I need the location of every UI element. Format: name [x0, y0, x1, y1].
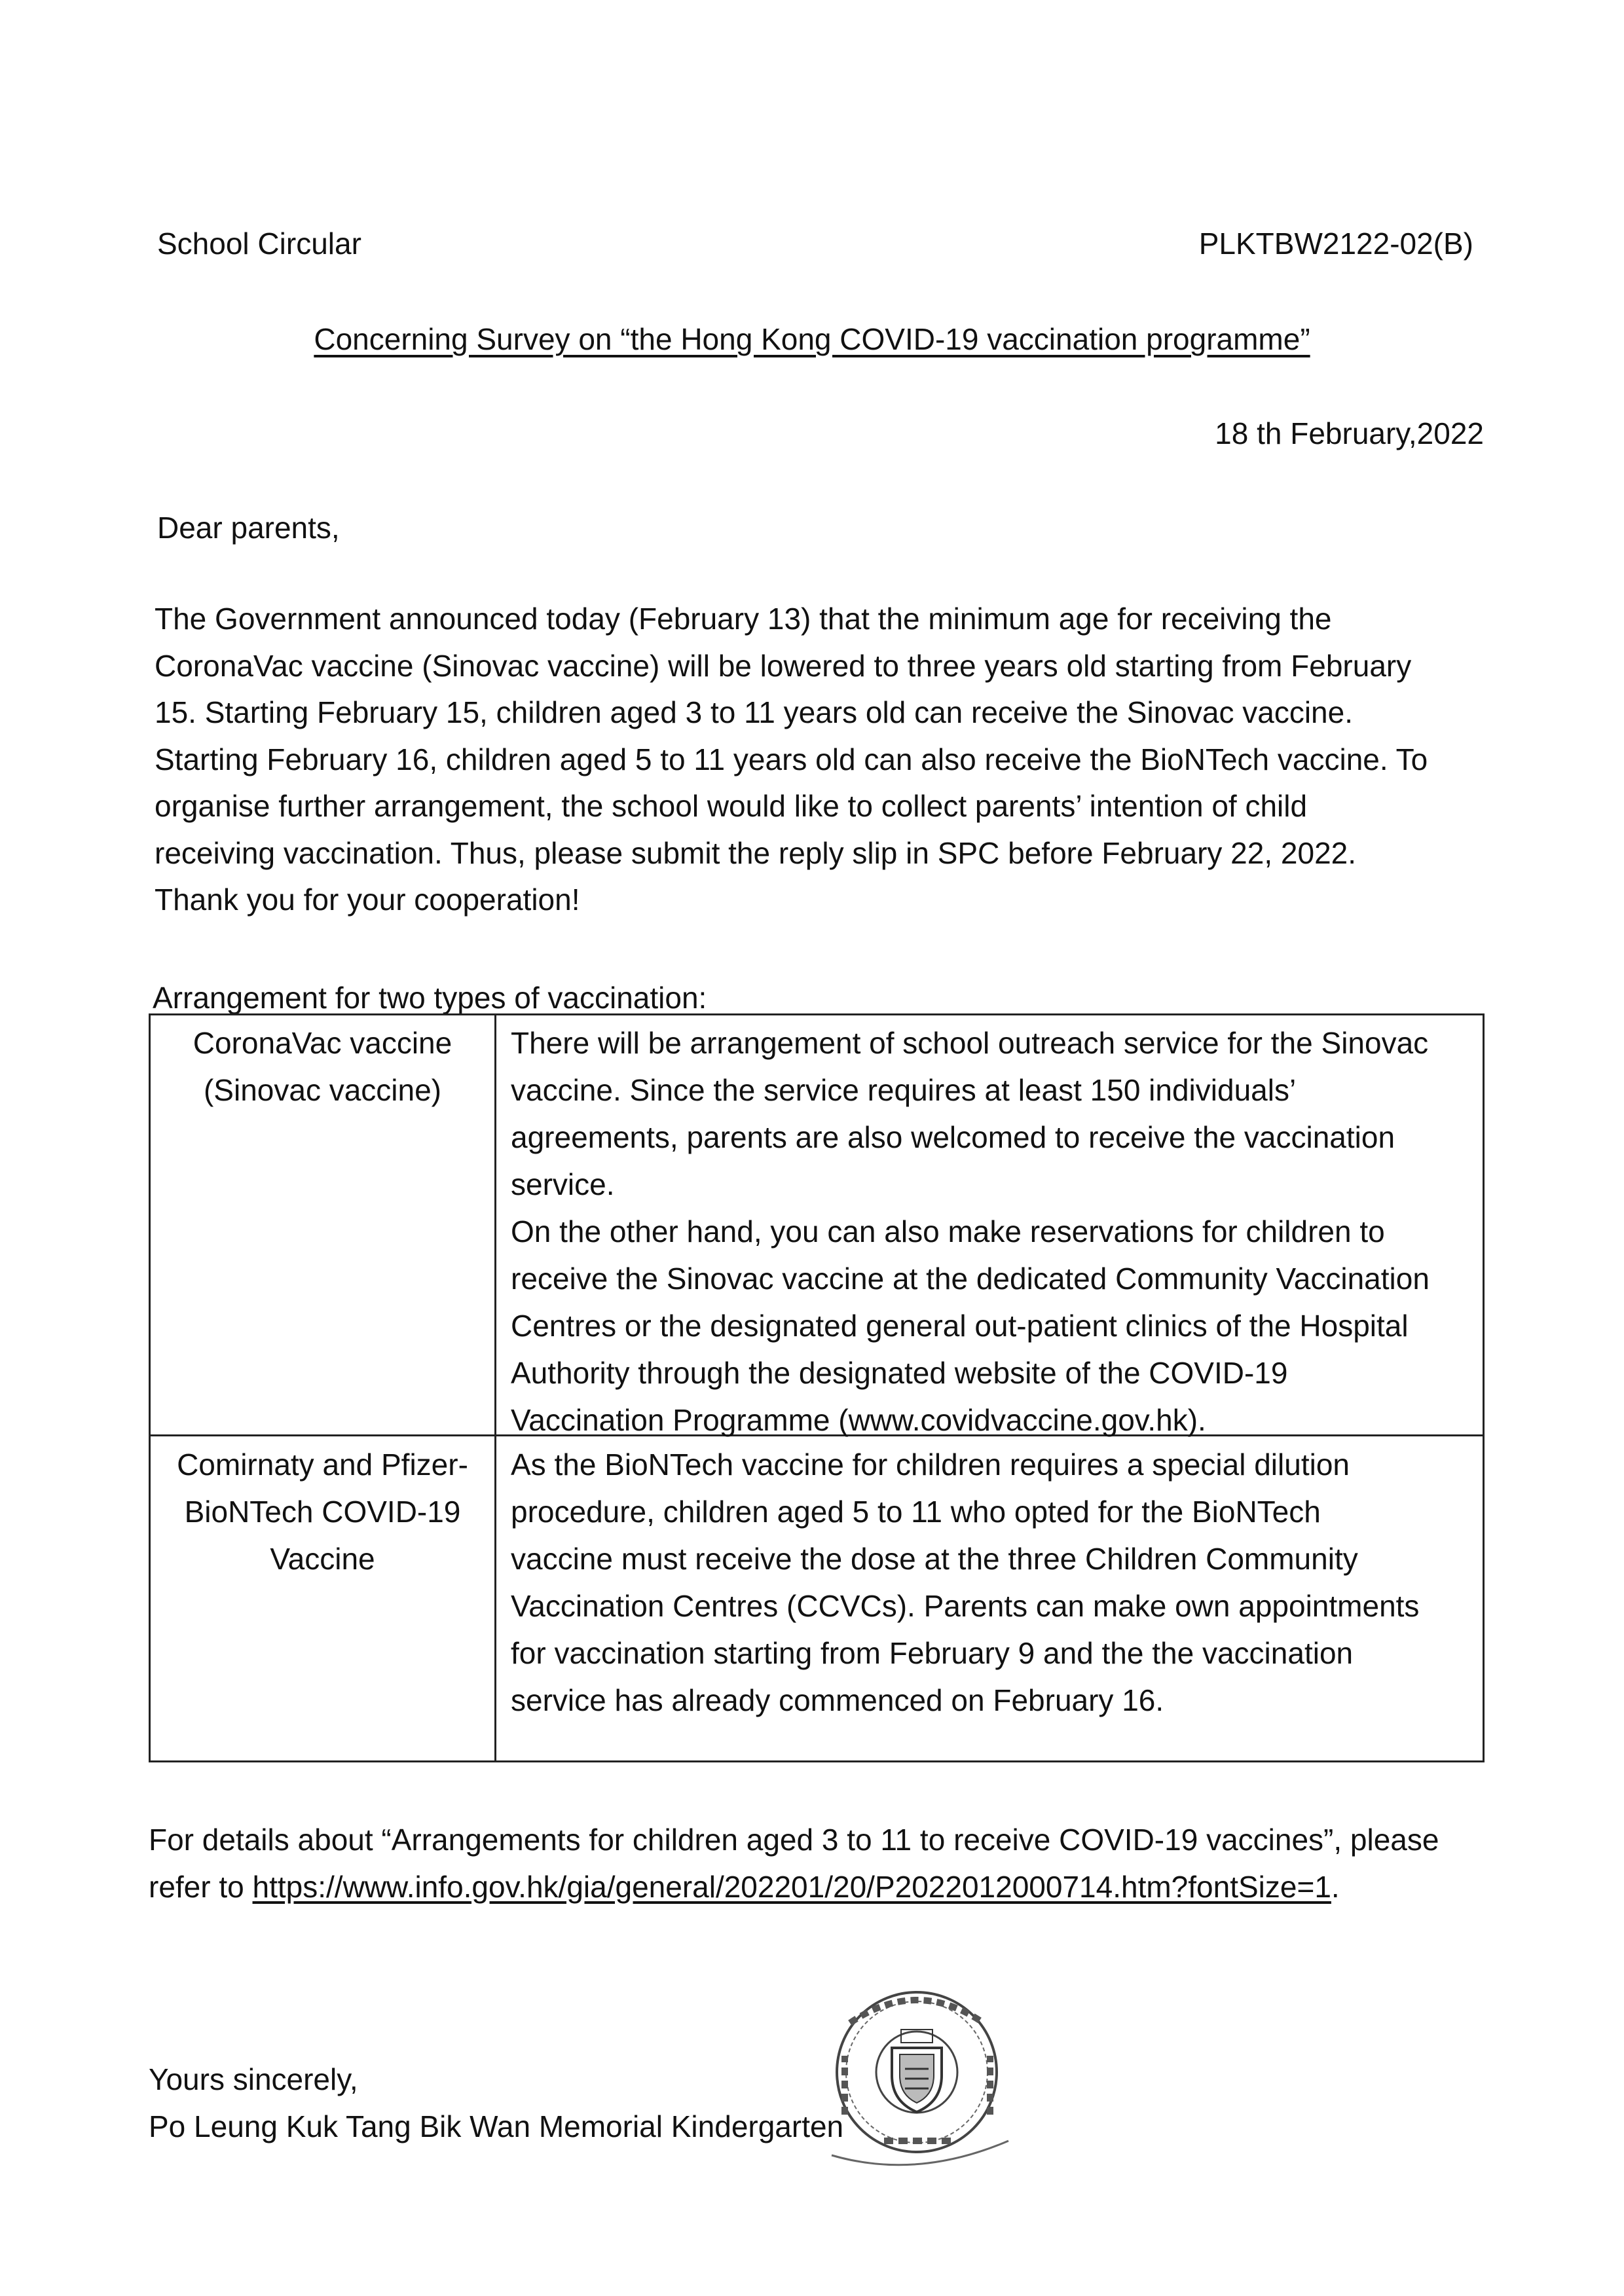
school-seal-stamp — [819, 1984, 1015, 2167]
table-row-text-sinovac: There will be arrangement of school outreach service for the Sinovac vaccine. Since the service requires at least 150 individuals’ agreements, parents are also welcomed to receive the vaccination service. On the other hand, you can also make reservations for children to receive the Sinovac vaccine at the dedicated Community Vaccination Centres or the designated general out-patient clinics of the Hospital Authority through the designated website of the COVID-19 Vaccination Programme (www.covidvaccine.gov.hk). — [511, 1026, 1430, 1437]
details-line: refer to https://www.info.gov.hk/gia/general/202201/20/P2022012000714.htm?fontSize=1. — [149, 1870, 1340, 1904]
details-line: For details about “Arrangements for children aged 3 to 11 to receive COVID-19 vaccines”, please — [149, 1823, 1439, 1857]
salutation: Dear parents, — [157, 511, 340, 545]
circular-label: School Circular — [157, 227, 361, 261]
table-column-divider — [494, 1015, 496, 1760]
vaccination-arrangement-table — [149, 1013, 1485, 1762]
table-row-label-biontech: Comirnaty and Pfizer- BioNTech COVID-19 Vaccine — [177, 1448, 468, 1576]
school-name-signature: Po Leung Kuk Tang Bik Wan Memorial Kindergarten — [149, 2109, 844, 2143]
table-caption: Arrangement for two types of vaccination: — [153, 981, 707, 1015]
body-paragraph — [155, 596, 1484, 924]
body-line: organise further arrangement, the school would like to collect parents’ intention of child — [155, 789, 1308, 823]
body-line: receiving vaccination. Thus, please submit the reply slip in SPC before February 22, 2022. — [155, 835, 1357, 870]
circular-reference-number: PLKTBW2122-02(B) — [1198, 227, 1473, 261]
body-line: The Government announced today (February 13) that the minimum age for receiving the — [155, 602, 1332, 636]
circular-date: 18 th February,2022 — [1215, 416, 1484, 450]
government-info-link[interactable]: https://www.info.gov.hk/gia/general/202201/20/P2022012000714.htm?fontSize=1 — [252, 1870, 1331, 1904]
body-line: Starting February 16, children aged 5 to 11 years old can also receive the BioNTech vaccine. To — [155, 742, 1428, 776]
closing: Yours sincerely, — [149, 2062, 358, 2096]
table-row-label-sinovac: CoronaVac vaccine (Sinovac vaccine) — [193, 1026, 452, 1107]
circular-title: Concerning Survey on “the Hong Kong COVID-19 vaccination programme” — [314, 322, 1310, 356]
body-line: Thank you for your cooperation! — [155, 883, 580, 917]
body-line: 15. Starting February 15, children aged 3 to 11 years old can receive the Sinovac vaccine. — [155, 695, 1353, 729]
details-paragraph — [149, 1816, 1439, 1910]
body-line: CoronaVac vaccine (Sinovac vaccine) will be lowered to three years old starting from February — [155, 648, 1412, 683]
table-row-text-biontech: As the BioNTech vaccine for children requires a special dilution procedure, children aged 5 to 11 who opted for the BioNTech vaccine must receive the dose at the three Children Community Vaccination Centres (CCVCs). Parents can make own appointments for vaccination starting from February 9 and the the vaccination service has already commenced on February 16. — [511, 1448, 1420, 1717]
